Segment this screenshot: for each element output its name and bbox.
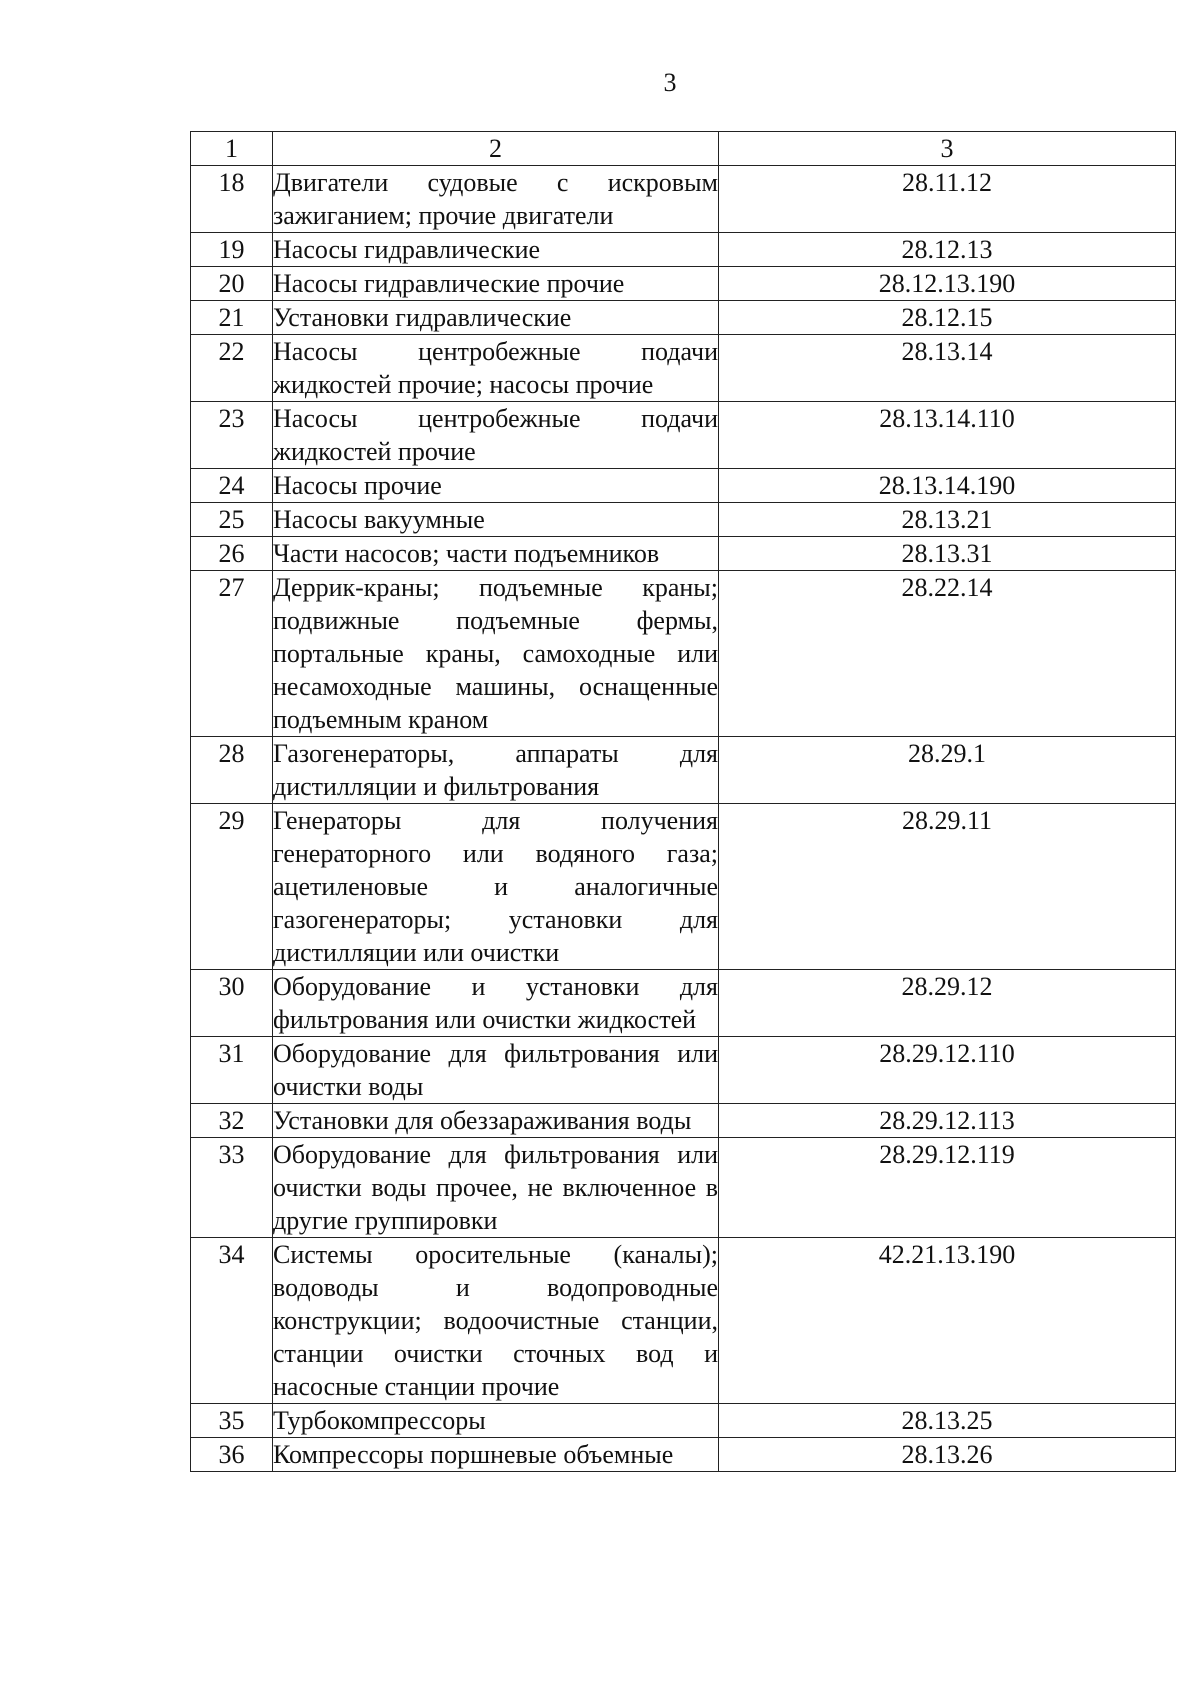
row-number: 22 — [191, 335, 273, 402]
row-number: 31 — [191, 1037, 273, 1104]
table-row — [191, 737, 1176, 804]
column-header-3: 3 — [719, 132, 1176, 166]
row-code: 28.12.15 — [719, 301, 1176, 335]
row-number: 29 — [191, 804, 273, 970]
row-number: 25 — [191, 503, 273, 537]
column-header-1: 1 — [191, 132, 273, 166]
row-code: 28.12.13 — [719, 233, 1176, 267]
row-number: 33 — [191, 1138, 273, 1238]
row-name: Части насосов; части подъемников — [273, 537, 719, 571]
table-row — [191, 469, 1176, 503]
row-name: Насосы гидравлические прочие — [273, 267, 719, 301]
table-row — [191, 1138, 1176, 1238]
row-name: Установки гидравлические — [273, 301, 719, 335]
row-name: Системы оросительные (каналы); водоводы и водопроводные конструкции; водоочистные станции, станции очистки сточных вод и насосные станции прочие — [273, 1238, 719, 1404]
row-number: 27 — [191, 571, 273, 737]
row-number: 18 — [191, 166, 273, 233]
table-body — [191, 166, 1176, 1472]
row-code: 28.29.12.110 — [719, 1037, 1176, 1104]
row-name: Газогенераторы, аппараты для дистилляции и фильтрования — [273, 737, 719, 804]
row-number: 28 — [191, 737, 273, 804]
row-code: 28.29.12.119 — [719, 1138, 1176, 1238]
table-row — [191, 571, 1176, 737]
row-code: 28.22.14 — [719, 571, 1176, 737]
row-name: Турбокомпрессоры — [273, 1404, 719, 1438]
row-code: 28.13.26 — [719, 1438, 1176, 1472]
table-row — [191, 301, 1176, 335]
table-row — [191, 1238, 1176, 1404]
table-row — [191, 402, 1176, 469]
row-name: Насосы центробежные подачи жидкостей прочие; насосы прочие — [273, 335, 719, 402]
row-code: 28.13.21 — [719, 503, 1176, 537]
page-number: 3 — [663, 68, 677, 97]
row-number: 19 — [191, 233, 273, 267]
row-number: 34 — [191, 1238, 273, 1404]
row-name: Двигатели судовые с искровым зажиганием; прочие двигатели — [273, 166, 719, 233]
row-code: 28.29.11 — [719, 804, 1176, 970]
row-code: 28.13.14.110 — [719, 402, 1176, 469]
row-number: 36 — [191, 1438, 273, 1472]
row-name: Насосы центробежные подачи жидкостей прочие — [273, 402, 719, 469]
table-row — [191, 1104, 1176, 1138]
table-row — [191, 335, 1176, 402]
column-header-2: 2 — [273, 132, 719, 166]
table-row — [191, 537, 1176, 571]
table-row — [191, 166, 1176, 233]
row-name: Насосы вакуумные — [273, 503, 719, 537]
row-name: Компрессоры поршневые объемные — [273, 1438, 719, 1472]
table-row — [191, 503, 1176, 537]
row-name: Оборудование и установки для фильтрования или очистки жидкостей — [273, 970, 719, 1037]
row-number: 26 — [191, 537, 273, 571]
row-number: 21 — [191, 301, 273, 335]
row-name: Генераторы для получения генераторного или водяного газа; ацетиленовые и аналогичные газогенераторы; установки для дистилляции или очистки — [273, 804, 719, 970]
row-code: 28.29.1 — [719, 737, 1176, 804]
row-name: Деррик-краны; подъемные краны; подвижные подъемные фермы, портальные краны, самоходные или несамоходные машины, оснащенные подъемным краном — [273, 571, 719, 737]
row-code: 28.11.12 — [719, 166, 1176, 233]
row-number: 35 — [191, 1404, 273, 1438]
row-name: Насосы гидравлические — [273, 233, 719, 267]
equipment-code-table — [190, 131, 1176, 1472]
row-number: 20 — [191, 267, 273, 301]
row-code: 28.13.31 — [719, 537, 1176, 571]
table-row — [191, 1404, 1176, 1438]
row-name: Оборудование для фильтрования или очистки воды прочее, не включенное в другие группировки — [273, 1138, 719, 1238]
row-code: 28.12.13.190 — [719, 267, 1176, 301]
row-code: 28.13.25 — [719, 1404, 1176, 1438]
row-code: 28.29.12 — [719, 970, 1176, 1037]
row-code: 42.21.13.190 — [719, 1238, 1176, 1404]
header-row — [191, 132, 1176, 166]
table-row — [191, 804, 1176, 970]
row-number: 30 — [191, 970, 273, 1037]
table-header — [191, 132, 1176, 166]
row-name: Насосы прочие — [273, 469, 719, 503]
table-row — [191, 233, 1176, 267]
row-number: 32 — [191, 1104, 273, 1138]
row-number: 23 — [191, 402, 273, 469]
table-row — [191, 1438, 1176, 1472]
row-name: Установки для обеззараживания воды — [273, 1104, 719, 1138]
row-code: 28.29.12.113 — [719, 1104, 1176, 1138]
row-number: 24 — [191, 469, 273, 503]
row-name: Оборудование для фильтрования или очистки воды — [273, 1037, 719, 1104]
table-row — [191, 970, 1176, 1037]
row-code: 28.13.14 — [719, 335, 1176, 402]
table-row — [191, 267, 1176, 301]
table-row — [191, 1037, 1176, 1104]
row-code: 28.13.14.190 — [719, 469, 1176, 503]
